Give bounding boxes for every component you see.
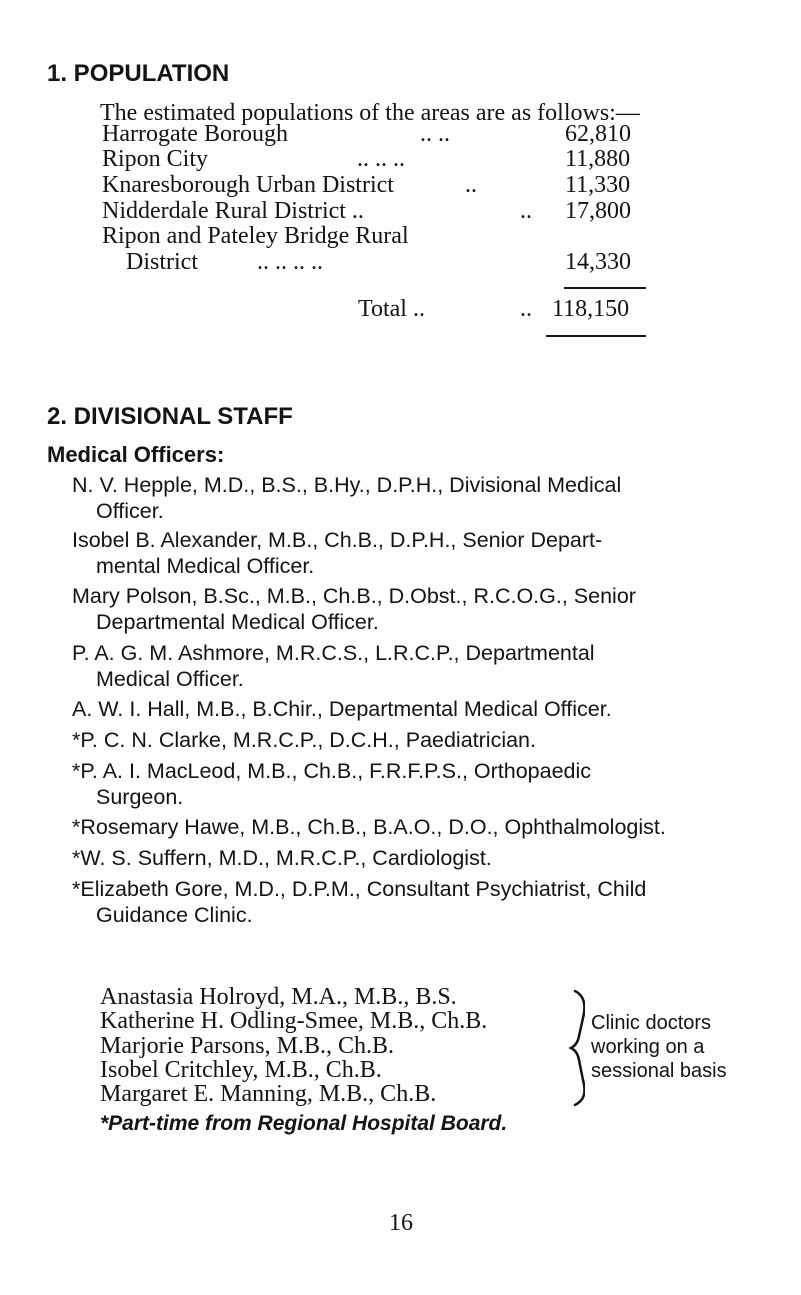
area-name: District: [126, 249, 198, 275]
staff-entry: [72, 583, 636, 635]
staff-line: A. W. I. Hall, M.B., B.Chir., Departmental Medical Officer.: [72, 697, 612, 721]
staff-line: N. V. Hepple, M.D., B.S., B.Hy., D.P.H., Divisional Medical: [72, 473, 622, 497]
subtotal-rule: [564, 287, 646, 289]
section-heading-population: 1. POPULATION: [47, 60, 230, 87]
staff-entry: [72, 640, 595, 692]
total-rule: [546, 335, 646, 337]
area-name: Ripon City: [102, 146, 209, 172]
population-row: [102, 198, 642, 225]
brace-icon: [555, 988, 585, 1108]
area-population: 17,800: [565, 198, 631, 224]
staff-line-cont: Surgeon.: [96, 785, 184, 809]
staff-line: P. A. G. M. Ashmore, M.R.C.S., L.R.C.P., Departmental: [72, 641, 595, 665]
subheading-medical-officers: Medical Officers:: [47, 442, 225, 467]
page-number: 16: [389, 1210, 413, 1236]
staff-line: Isobel B. Alexander, M.B., Ch.B., D.P.H., Senior Depart-: [72, 528, 603, 552]
area-name: Nidderdale Rural District ..: [102, 198, 364, 224]
clinic-doctor: Anastasia Holroyd, M.A., M.B., B.S.: [100, 984, 457, 1010]
area-population: 14,330: [565, 249, 631, 275]
clinic-doctor: Margaret E. Manning, M.B., Ch.B.: [100, 1081, 437, 1107]
clinic-note-line: Clinic doctors: [591, 1012, 712, 1034]
total-population: 118,150: [552, 296, 630, 322]
staff-line: *P. C. N. Clarke, M.R.C.P., D.C.H., Paediatrician.: [72, 728, 536, 752]
staff-line: Mary Polson, B.Sc., M.B., Ch.B., D.Obst., R.C.O.G., Senior: [72, 584, 636, 608]
staff-line-cont: Officer.: [96, 499, 164, 523]
staff-entry: [72, 696, 612, 722]
staff-line-cont: Guidance Clinic.: [96, 903, 253, 927]
staff-line: *Elizabeth Gore, M.D., D.P.M., Consultant Psychiatrist, Child: [72, 877, 647, 901]
population-row: [102, 249, 642, 276]
leader-dots: ..: [465, 172, 477, 198]
footnote: *Part-time from Regional Hospital Board.: [100, 1112, 508, 1135]
staff-entry: [72, 814, 666, 840]
clinic-doctor: Katherine H. Odling-Smee, M.B., Ch.B.: [100, 1008, 488, 1034]
population-intro: The estimated populations of the areas are as follows:—: [100, 100, 640, 126]
leader-dots: .. .. .. ..: [257, 249, 323, 275]
leader-dots: ..: [520, 198, 532, 224]
staff-entry: [72, 845, 492, 871]
area-population: 11,330: [565, 172, 631, 198]
population-row: [102, 172, 642, 199]
clinic-note-line: working on a: [591, 1036, 705, 1058]
clinic-note-line: sessional basis: [591, 1060, 727, 1082]
total-label: Total ..: [358, 296, 425, 322]
staff-line-cont: Departmental Medical Officer.: [96, 610, 379, 634]
population-row: [102, 223, 642, 250]
area-name: Harrogate Borough: [102, 121, 288, 147]
area-name: Ripon and Pateley Bridge Rural: [102, 223, 409, 249]
area-population: 62,810: [565, 121, 631, 147]
staff-line-cont: mental Medical Officer.: [96, 554, 315, 578]
staff-entry: [72, 527, 602, 579]
area-name: Knaresborough Urban District: [102, 172, 394, 198]
population-row: [102, 121, 642, 148]
population-row: [102, 146, 642, 173]
leader-dots: .. ..: [420, 121, 450, 147]
clinic-doctor: Isobel Critchley, M.B., Ch.B.: [100, 1057, 382, 1083]
area-population: 11,880: [565, 146, 631, 172]
staff-entry: [72, 876, 646, 928]
staff-line: *W. S. Suffern, M.D., M.R.C.P., Cardiologist.: [72, 846, 492, 870]
leader-dots: ..: [520, 296, 532, 322]
leader-dots: .. .. ..: [357, 146, 405, 172]
staff-line: *Rosemary Hawe, M.B., Ch.B., B.A.O., D.O., Ophthalmologist.: [72, 815, 666, 839]
staff-entry: [72, 472, 621, 524]
staff-line: *P. A. I. MacLeod, M.B., Ch.B., F.R.F.P.S., Orthopaedic: [72, 759, 592, 783]
staff-line-cont: Medical Officer.: [96, 667, 244, 691]
total-row: [102, 296, 642, 323]
staff-entry: [72, 758, 591, 810]
clinic-doctor: Marjorie Parsons, M.B., Ch.B.: [100, 1033, 394, 1059]
section-heading-divisional-staff: 2. DIVISIONAL STAFF: [47, 403, 293, 430]
staff-entry: [72, 727, 536, 753]
